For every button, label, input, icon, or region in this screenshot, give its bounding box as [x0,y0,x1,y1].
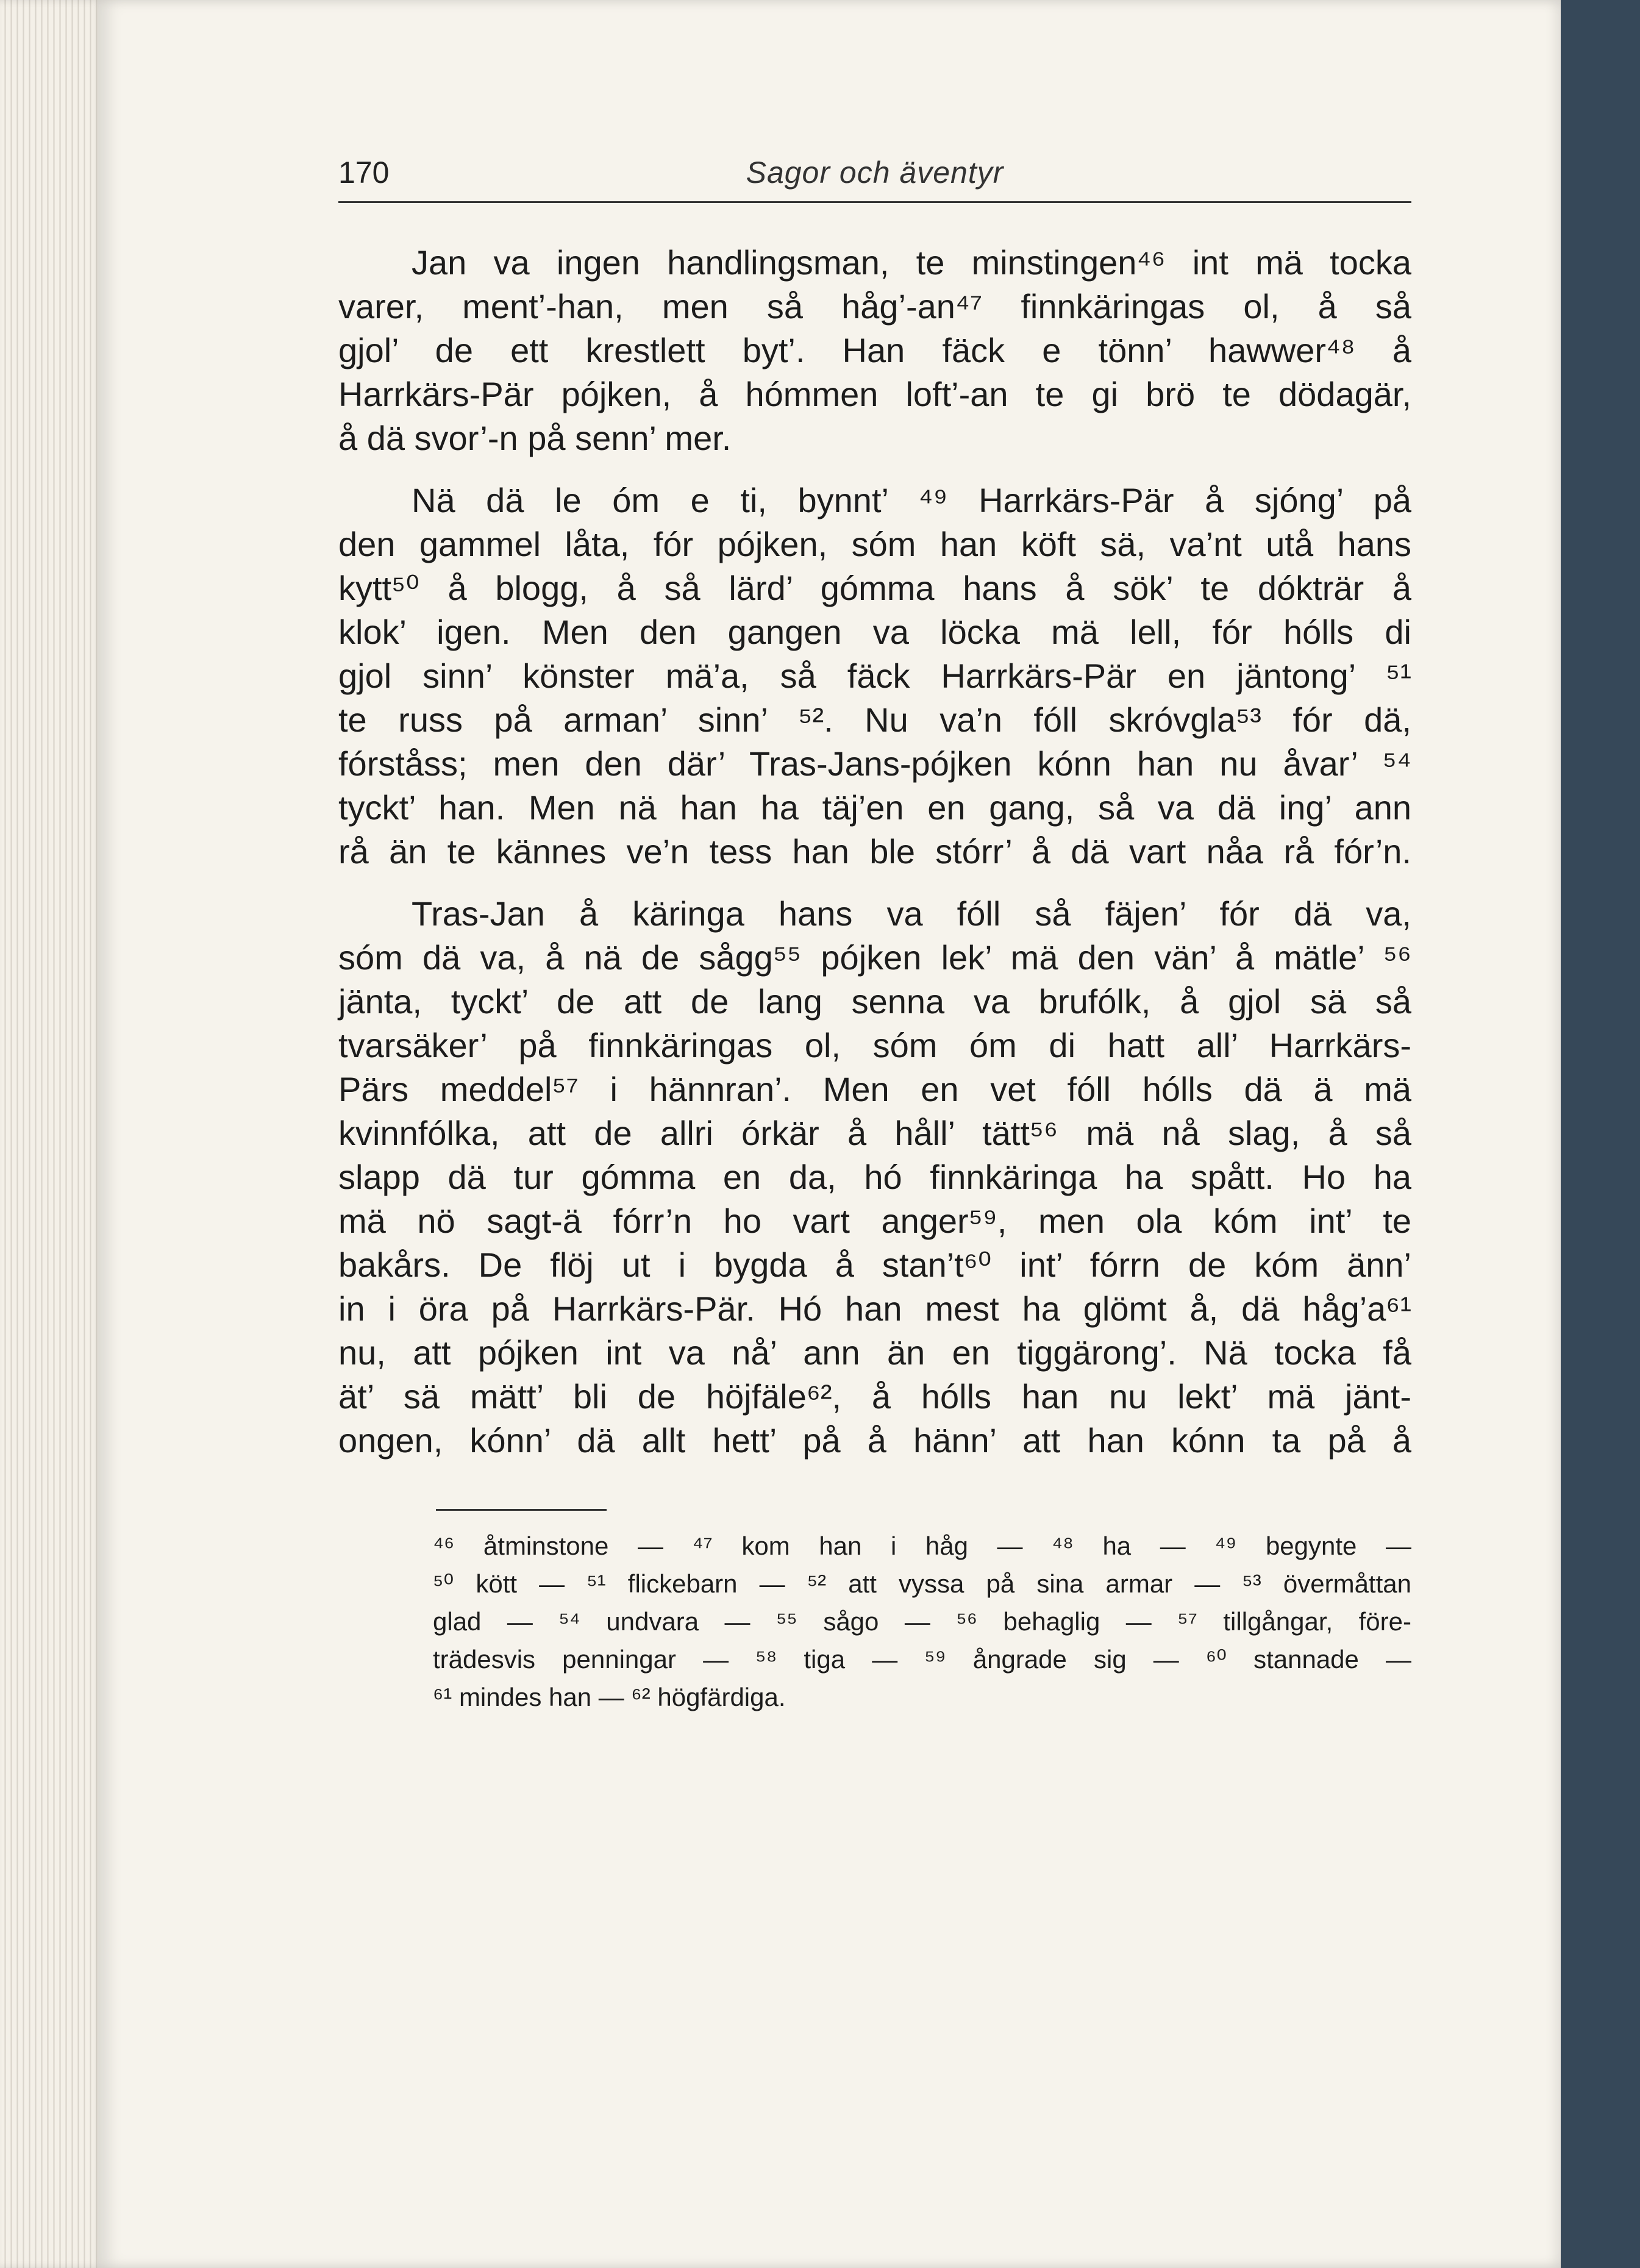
page-number: 170 [338,155,390,190]
paragraph [338,892,1411,1463]
text-line: gjol sinn’ könster mä’a, så fäck Harrkärs-Pär en jäntong’ ⁵¹ [338,657,1411,695]
text-line: Harrkärs-Pär pójken, å hómmen loft’-an te gi brö te dödagär, [338,375,1411,413]
text-line: tyckt’ han. Men nä han ha täj’en en gang, så va dä ing’ ann [338,788,1411,827]
text-line: slapp dä tur gómma en da, hó finnkäringa ha spått. Ho ha [338,1158,1411,1196]
text-line: in i öra på Harrkärs-Pär. Hó han mest ha glömt å, dä håg’a⁶¹ [338,1289,1411,1328]
text-line: Tras-Jan å käringa hans va fóll så fäjen’ fór dä va, [412,894,1411,933]
text-line: rå än te kännes ve’n tess han ble stórr’ å dä vart nåa rå fór’n. [338,832,1411,871]
text-line: varer, ment’-han, men så håg’-an⁴⁷ finnkäringas ol, å så [338,287,1411,326]
text-line: den gammel låta, fór pójken, sóm han köft sä, va’nt utå hans [338,525,1411,563]
text-line: å dä svor’-n på senn’ mer. [338,419,732,457]
paragraph [338,479,1411,874]
text-line: nu, att pójken int va nå’ ann än en tiggärong’. Nä tocka få [338,1333,1411,1372]
text-line: Nä dä le óm e ti, bynnt’ ⁴⁹ Harrkärs-Pär å sjóng’ på [412,481,1411,519]
footnote-line: ⁵⁰ kött — ⁵¹ flickebarn — ⁵² att vyssa på sina armar — ⁵³ övermåttan [433,1569,1411,1598]
text-line: ongen, kónn’ dä allt hett’ på å hänn’ att han kónn ta på å [338,1421,1411,1460]
body-text [338,241,1411,1481]
text-line: bakårs. De flöj ut i bygda å stan’t⁶⁰ int’ fórrn de kóm änn’ [338,1246,1411,1284]
text-line: klok’ igen. Men den gangen va löcka mä lell, fór hólls di [338,613,1411,651]
footnote-line: trädesvis penningar — ⁵⁸ tiga — ⁵⁹ ångrade sig — ⁶⁰ stannade — [433,1645,1411,1674]
page-header [338,146,1411,203]
footnotes [433,1527,1411,1716]
text-line: Jan va ingen handlingsman, te minstingen⁴⁶ int mä tocka [412,243,1411,282]
paragraph [338,241,1411,460]
text-line: gjol’ de ett krestlett byt’. Han fäck e tönn’ hawwer⁴⁸ å [338,331,1411,369]
text-line: kvinnfólka, att de allri órkär å håll’ tätt⁵⁶ mä nå slag, å så [338,1114,1411,1152]
footnote-line: ⁶¹ mindes han — ⁶² högfärdiga. [433,1683,786,1711]
book-page-edges [0,0,104,2268]
text-line: fórståss; men den där’ Tras-Jans-pójken kónn han nu åvar’ ⁵⁴ [338,744,1411,783]
text-line: te russ på arman’ sinn’ ⁵². Nu va’n fóll skróvgla⁵³ fór dä, [338,701,1411,739]
text-line: sóm dä va, å nä de sågg⁵⁵ pójken lek’ mä den vän’ å mätle’ ⁵⁶ [338,938,1411,977]
text-line: mä nö sagt-ä fórr’n ho vart anger⁵⁹, men ola kóm int’ te [338,1202,1411,1240]
text-line: jänta, tyckt’ de att de lang senna va brufólk, å gjol sä så [338,982,1411,1021]
footnote-line: glad — ⁵⁴ undvara — ⁵⁵ sågo — ⁵⁶ behaglig — ⁵⁷ tillgångar, före- [433,1607,1411,1636]
text-line: ät’ sä mätt’ bli de höjfäle⁶², å hólls han nu lekt’ mä jänt- [338,1377,1411,1416]
book-cover [1549,0,1640,2268]
footnote-line: ⁴⁶ åtminstone — ⁴⁷ kom han i håg — ⁴⁸ ha — ⁴⁹ begynte — [433,1532,1411,1560]
text-line: kytt⁵⁰ å blogg, å så lärd’ gómma hans å sök’ te dókträr å [338,569,1411,607]
text-line: tvarsäker’ på finnkäringas ol, sóm óm di hatt all’ Harrkärs- [338,1026,1411,1064]
text-line: Pärs meddel⁵⁷ i hännran’. Men en vet fóll hólls dä ä mä [338,1070,1411,1108]
footnote-divider [436,1509,607,1511]
running-head: Sagor och äventyr [746,155,1004,190]
